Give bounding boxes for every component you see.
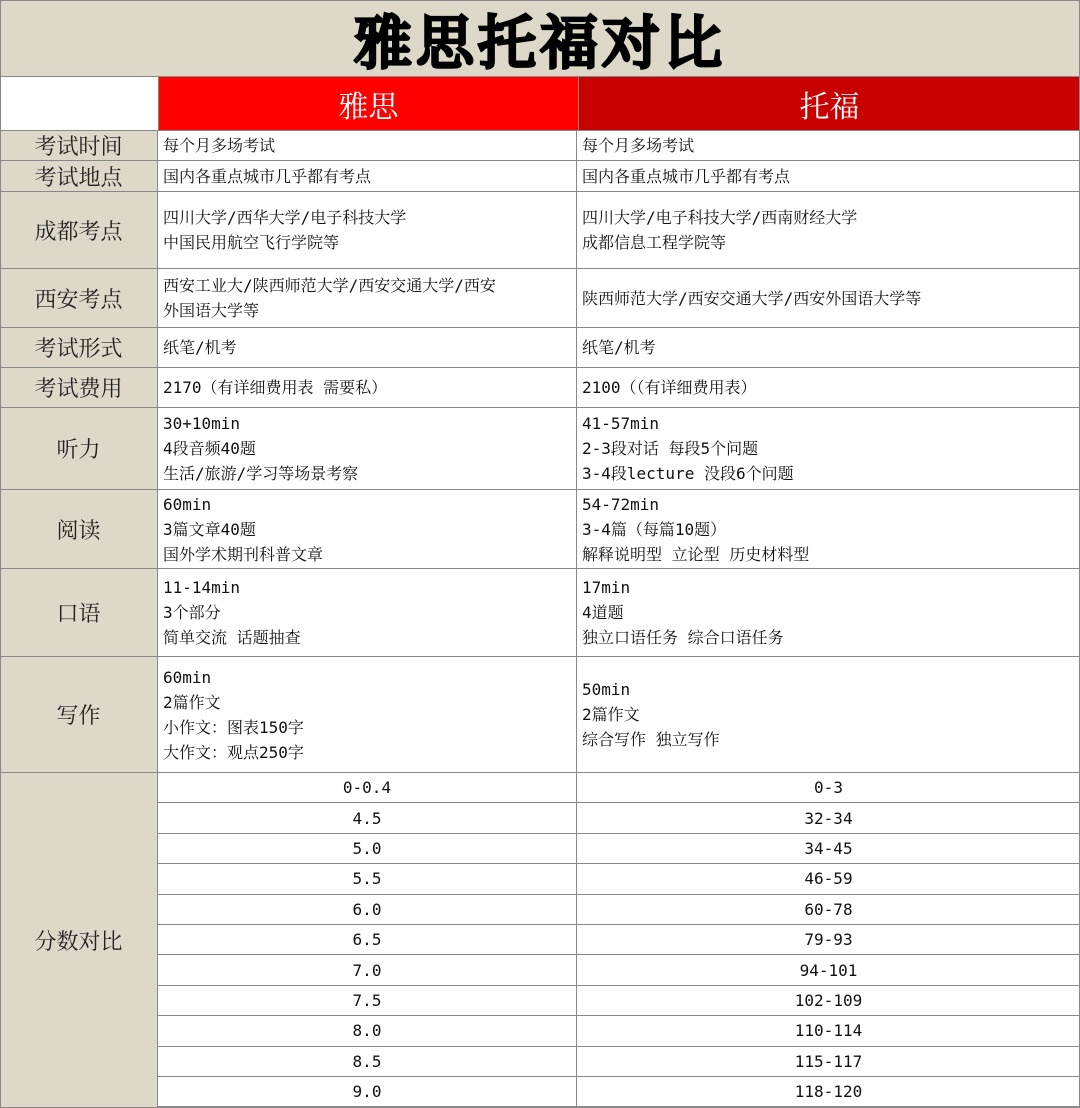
row-label: 西安考点 [0,269,158,327]
cell-line: 2-3段对话 每段5个问题 [582,439,759,458]
ielts-column-header: 雅思 [159,77,579,130]
ielts-cell [158,408,577,489]
page-title: 雅思托福对比 [353,9,726,77]
cell-line: 简单交流 话题抽查 [163,628,301,647]
cell-line: 大作文：观点250字 [163,742,304,762]
table-row [0,490,1080,569]
cell-line: 2篇作文 [582,705,640,724]
toefl-column-header: 托福 [579,77,1080,130]
row-label: 写作 [0,657,158,772]
header-corner-cell [0,77,159,130]
score-comparison-block [0,773,1080,1108]
toefl-cell [577,192,1080,268]
cell-line: 纸笔/机考 [163,338,237,357]
cell-line: 解释说明型 立论型 历史材料型 [582,544,810,564]
cell-line: 四川大学/电子科技大学/西南财经大学 [582,208,858,227]
cell-line: 3篇文章40题 [163,519,256,539]
ielts-score: 9.0 [158,1077,577,1106]
score-rows [158,773,1080,1108]
toefl-cell [577,161,1080,191]
ielts-cell [158,569,577,656]
ielts-score: 5.5 [158,864,577,893]
cell-line: 2170（有详细费用表 需要私） [163,378,388,397]
ielts-score: 7.0 [158,955,577,984]
toefl-cell [577,408,1080,489]
row-label: 考试地点 [0,161,158,191]
ielts-cell [158,161,577,191]
cell-line: 综合写作 独立写作 [582,730,720,749]
cell-line: 54-72min [582,494,660,514]
column-header-row [0,77,1080,131]
cell-line: 11-14min [163,578,241,597]
toefl-score: 0-3 [814,778,843,798]
cell-line: 60min [163,494,212,514]
score-row [158,986,1080,1016]
cell-line: 4段音频40题 [163,439,256,458]
toefl-score: 32-34 [804,808,853,828]
score-row [158,834,1080,864]
table-row [0,192,1080,269]
toefl-score: 94-101 [799,960,858,980]
cell-line: 西安工业大/陕西师范大学/西安交通大学/西安 [163,276,496,295]
ielts-cell [158,657,577,772]
row-label: 听力 [0,408,158,489]
toefl-cell [577,328,1080,367]
table-row [0,131,1080,161]
ielts-cell [158,269,577,327]
cell-line: 3-4段lecture 没段6个问题 [582,464,794,483]
toefl-score: 34-45 [804,838,853,858]
toefl-cell [577,269,1080,327]
score-row [158,803,1080,833]
title-banner [0,0,1080,77]
score-row [158,864,1080,894]
table-row [0,569,1080,657]
score-row [158,773,1080,803]
cell-line: 50min [582,680,631,699]
ielts-score: 0-0.4 [158,773,577,802]
cell-line: 小作文：图表150字 [163,717,304,737]
table-row [0,368,1080,408]
row-label: 考试费用 [0,368,158,407]
row-label: 口语 [0,569,158,656]
score-row [158,895,1080,925]
cell-line: 3个部分 [163,603,221,622]
table-row [0,657,1080,773]
toefl-score: 79-93 [804,930,853,950]
ielts-cell [158,328,577,367]
score-row [158,1077,1080,1107]
row-label: 阅读 [0,490,158,568]
toefl-cell [577,569,1080,656]
cell-line: 独立口语任务 综合口语任务 [582,628,784,647]
score-row [158,925,1080,955]
table-row [0,269,1080,328]
cell-line: 2篇作文 [163,692,221,712]
toefl-cell [577,657,1080,772]
score-row [158,1047,1080,1077]
toefl-cell [577,490,1080,568]
ielts-cell [158,368,577,407]
row-label: 成都考点 [0,192,158,268]
toefl-cell [577,131,1080,160]
cell-line: 陕西师范大学/西安交通大学/西安外国语大学等 [582,288,922,308]
cell-line: 生活/旅游/学习等场景考察 [163,464,359,483]
toefl-score: 118-120 [794,1082,863,1102]
toefl-score: 115-117 [794,1051,863,1071]
ielts-score: 4.5 [158,803,577,832]
cell-line: 成都信息工程学院等 [582,233,727,252]
cell-line: 每个月多场考试 [582,136,695,155]
ielts-cell [158,131,577,160]
cell-line: 中国民用航空飞行学院等 [163,233,340,252]
toefl-score: 60-78 [804,899,853,919]
cell-line: 41-57min [582,414,660,433]
ielts-score: 8.0 [158,1016,577,1045]
ielts-score: 8.5 [158,1047,577,1076]
cell-line: 17min [582,578,631,597]
score-row [158,1016,1080,1046]
table-row [0,328,1080,368]
cell-line: 60min [163,667,212,687]
cell-line: 每个月多场考试 [163,136,276,155]
score-row [158,955,1080,985]
ielts-score: 6.0 [158,895,577,924]
ielts-cell [158,490,577,568]
cell-line: 四川大学/西华大学/电子科技大学 [163,208,407,227]
table-row [0,161,1080,192]
cell-line: 国外学术期刊科普文章 [163,544,324,564]
toefl-score: 102-109 [794,990,863,1010]
cell-line: 国内各重点城市几乎都有考点 [163,166,372,186]
ielts-score: 7.5 [158,986,577,1015]
table-row [0,408,1080,490]
cell-line: 国内各重点城市几乎都有考点 [582,166,791,186]
row-label: 考试时间 [0,131,158,160]
cell-line: 30+10min [163,414,241,433]
cell-line: 3-4篇（每篇10题） [582,519,727,539]
cell-line: 4道题 [582,603,624,622]
score-comparison-label: 分数对比 [0,773,158,1108]
cell-line: 纸笔/机考 [582,338,656,357]
row-label: 考试形式 [0,328,158,367]
toefl-score: 46-59 [804,869,853,889]
cell-line: 外国语大学等 [163,301,260,320]
cell-line: 2100（（有详细费用表） [582,378,757,397]
ielts-score: 6.5 [158,925,577,954]
ielts-cell [158,192,577,268]
toefl-cell [577,368,1080,407]
ielts-score: 5.0 [158,834,577,863]
toefl-score: 110-114 [794,1021,863,1041]
